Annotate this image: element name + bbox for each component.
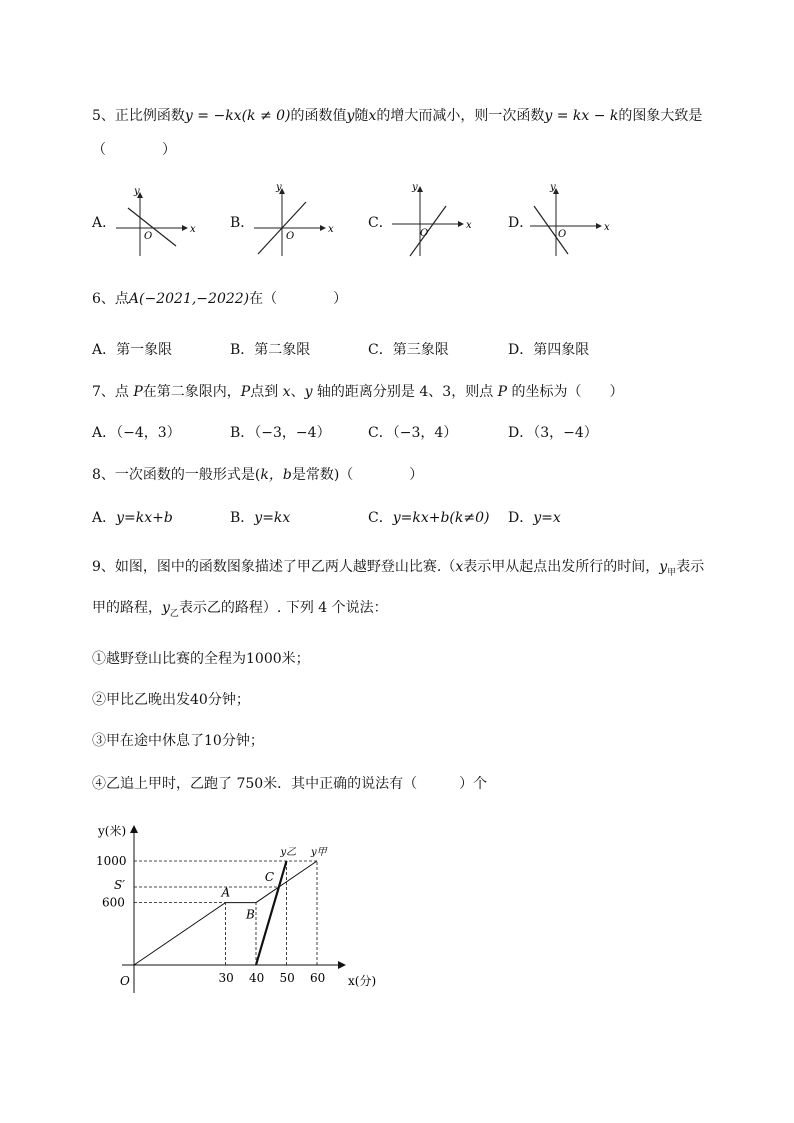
q5-var-y: y bbox=[346, 108, 355, 124]
q8-option-d-label: D． bbox=[508, 510, 534, 526]
q7-p1: P bbox=[133, 384, 143, 400]
q7-t3: 点到 bbox=[250, 384, 283, 400]
q7-option-a: A．（−4，3） bbox=[92, 425, 181, 441]
q9-line1b: 表示甲从起点出发所行的时间， bbox=[463, 559, 660, 575]
q8-kb: k，b bbox=[260, 467, 292, 483]
q7-stem bbox=[92, 382, 624, 402]
x-arrow-icon bbox=[596, 223, 602, 229]
q8-option-d bbox=[508, 508, 561, 528]
q8-option-b-label: B． bbox=[230, 510, 255, 526]
q9-statement-2: ②甲比乙晚出发40分钟； bbox=[92, 692, 250, 708]
q7-t6: 的坐标为（ ） bbox=[507, 384, 624, 400]
x-tick-30: 30 bbox=[218, 971, 234, 985]
q9-stem-line2 bbox=[92, 598, 388, 624]
q5-stem bbox=[92, 106, 702, 126]
q5-suffix: 的图象大致是 bbox=[618, 108, 703, 124]
q9-line2sub: 乙 bbox=[169, 608, 179, 619]
y-axis-label: y(米) bbox=[98, 824, 127, 838]
q5-option-c-label: C． bbox=[368, 215, 393, 231]
x-label: x bbox=[190, 224, 196, 235]
q8-option-b-expr: y=kx bbox=[254, 510, 291, 526]
origin-label: O bbox=[286, 231, 295, 242]
y-arrow-icon bbox=[417, 186, 423, 192]
q6-stem bbox=[92, 289, 347, 309]
q9-line2a: 甲的路程， bbox=[92, 600, 162, 616]
q9-line2b: 表示乙的路程）. 下列 4 个说法： bbox=[178, 600, 388, 616]
q9-stem-line1 bbox=[92, 557, 704, 583]
q9-line1x: x bbox=[455, 559, 464, 575]
origin-label: O bbox=[558, 229, 567, 240]
q8-option-c bbox=[368, 508, 489, 528]
q9-line1c: 表示 bbox=[676, 559, 705, 575]
q8-option-c-label: C． bbox=[368, 510, 393, 526]
y-tick-600: 600 bbox=[102, 895, 125, 910]
label-group bbox=[96, 823, 376, 988]
point-label-c: C bbox=[264, 870, 275, 884]
q5-var-x: x bbox=[368, 108, 377, 124]
q5-option-d-label: D． bbox=[508, 215, 534, 231]
q9-statement-3: ③甲在途中休息了10分钟； bbox=[92, 733, 264, 749]
x-label: x bbox=[466, 220, 472, 231]
q5-graph-b bbox=[246, 182, 336, 262]
origin-label: O bbox=[420, 228, 429, 239]
q7-option-d: D．（3，−4） bbox=[508, 425, 598, 441]
q9-chart bbox=[92, 815, 402, 1005]
q8-option-a-expr: y=kx+b bbox=[116, 510, 173, 526]
q5-mid3: 的增大而减小，则一次函数 bbox=[376, 108, 545, 124]
q7-t5: 轴的距离分别是 4、3，则点 bbox=[312, 384, 498, 400]
q6-prefix: 6、点 bbox=[92, 291, 129, 307]
q8-stem bbox=[92, 465, 423, 485]
q7-t4: 、 bbox=[290, 384, 305, 400]
q7-option-b: B．（−3，−4） bbox=[230, 425, 331, 441]
q9-line1y: y bbox=[659, 559, 668, 575]
point-label-b: B bbox=[246, 907, 255, 922]
y-arrow-icon bbox=[130, 825, 138, 833]
q6-option-a: A．第一象限 bbox=[92, 342, 173, 358]
q5-graph-d bbox=[522, 182, 612, 262]
x-axis-label: x(分) bbox=[348, 974, 377, 988]
q5-mid1: 的函数值 bbox=[290, 108, 347, 124]
q7-p2: P bbox=[240, 384, 251, 400]
q9-line1a: 9、如图，图中的函数图象描述了甲乙两人越野登山比赛.（ bbox=[92, 559, 456, 575]
guide-lines bbox=[134, 861, 317, 965]
x-arrow-icon bbox=[338, 961, 346, 969]
q8-t1: 8、一次函数的一般形式是( bbox=[92, 467, 261, 483]
q6-option-d: D．第四象限 bbox=[508, 342, 590, 358]
q9-statement-4: ④乙追上甲时，乙跑了 750米．其中正确的说法有（ ）个 bbox=[92, 776, 488, 792]
series-label-yi: y乙 bbox=[280, 847, 297, 858]
origin-label: O bbox=[144, 231, 153, 242]
q8-option-c-expr: y=kx+b(k≠0) bbox=[392, 510, 490, 526]
x-tick-50: 50 bbox=[279, 971, 295, 985]
q9-statement-1: ①越野登山比赛的全程为1000米； bbox=[92, 651, 310, 667]
q5-func2: y = kx − k bbox=[544, 108, 619, 124]
y-label: y bbox=[134, 186, 140, 197]
x-label: x bbox=[328, 224, 334, 235]
y-label: y bbox=[276, 182, 282, 193]
q5-graph-c bbox=[384, 182, 474, 262]
q6-option-b: B．第二象限 bbox=[230, 342, 311, 358]
q6-point: A(−2021,−2022) bbox=[128, 291, 250, 307]
q8-option-a-label: A． bbox=[92, 510, 117, 526]
q5-prefix: 5、正比例函数 bbox=[92, 108, 185, 124]
q7-t1: 7、点 bbox=[92, 384, 134, 400]
q7-p3: P bbox=[497, 384, 508, 400]
q8-option-d-expr: y=x bbox=[533, 510, 561, 526]
y-label: y bbox=[550, 182, 556, 193]
origin-label: O bbox=[120, 974, 130, 988]
y-tick-s-prime: S′ bbox=[114, 878, 125, 892]
x-tick-40: 40 bbox=[249, 971, 265, 985]
x-arrow-icon bbox=[458, 221, 464, 227]
q6-option-c: C．第三象限 bbox=[368, 342, 449, 358]
series-label-jia: y甲 bbox=[311, 847, 327, 858]
y-label: y bbox=[412, 182, 418, 193]
q5-option-a-label: A． bbox=[92, 215, 117, 231]
x-arrow-icon bbox=[182, 225, 188, 231]
y-tick-1000: 1000 bbox=[96, 854, 127, 868]
q8-option-b bbox=[230, 508, 290, 528]
q8-option-a bbox=[92, 508, 173, 528]
q9-line2y: y bbox=[162, 600, 170, 616]
q7-x: x bbox=[282, 384, 291, 400]
q5-mid2: 随 bbox=[354, 108, 369, 124]
x-arrow-icon bbox=[320, 225, 326, 231]
q8-t2: 是常数)（ ） bbox=[291, 467, 424, 483]
q7-t2: 在第二象限内， bbox=[142, 384, 241, 400]
q5-graph-a bbox=[108, 182, 198, 262]
q9-line1sub: 甲 bbox=[667, 567, 677, 578]
x-tick-60: 60 bbox=[310, 971, 326, 985]
q7-y: y bbox=[304, 384, 313, 400]
q5-option-b-label: B． bbox=[230, 215, 255, 231]
x-label: x bbox=[604, 222, 610, 233]
q5-answer-paren: （ ） bbox=[92, 142, 176, 158]
q6-suffix: 在（ ） bbox=[249, 291, 348, 307]
q7-option-c: C．（−3，4） bbox=[368, 425, 458, 441]
point-label-a: A bbox=[221, 885, 231, 900]
q5-func1: y = −kx(k ≠ 0) bbox=[184, 108, 291, 124]
